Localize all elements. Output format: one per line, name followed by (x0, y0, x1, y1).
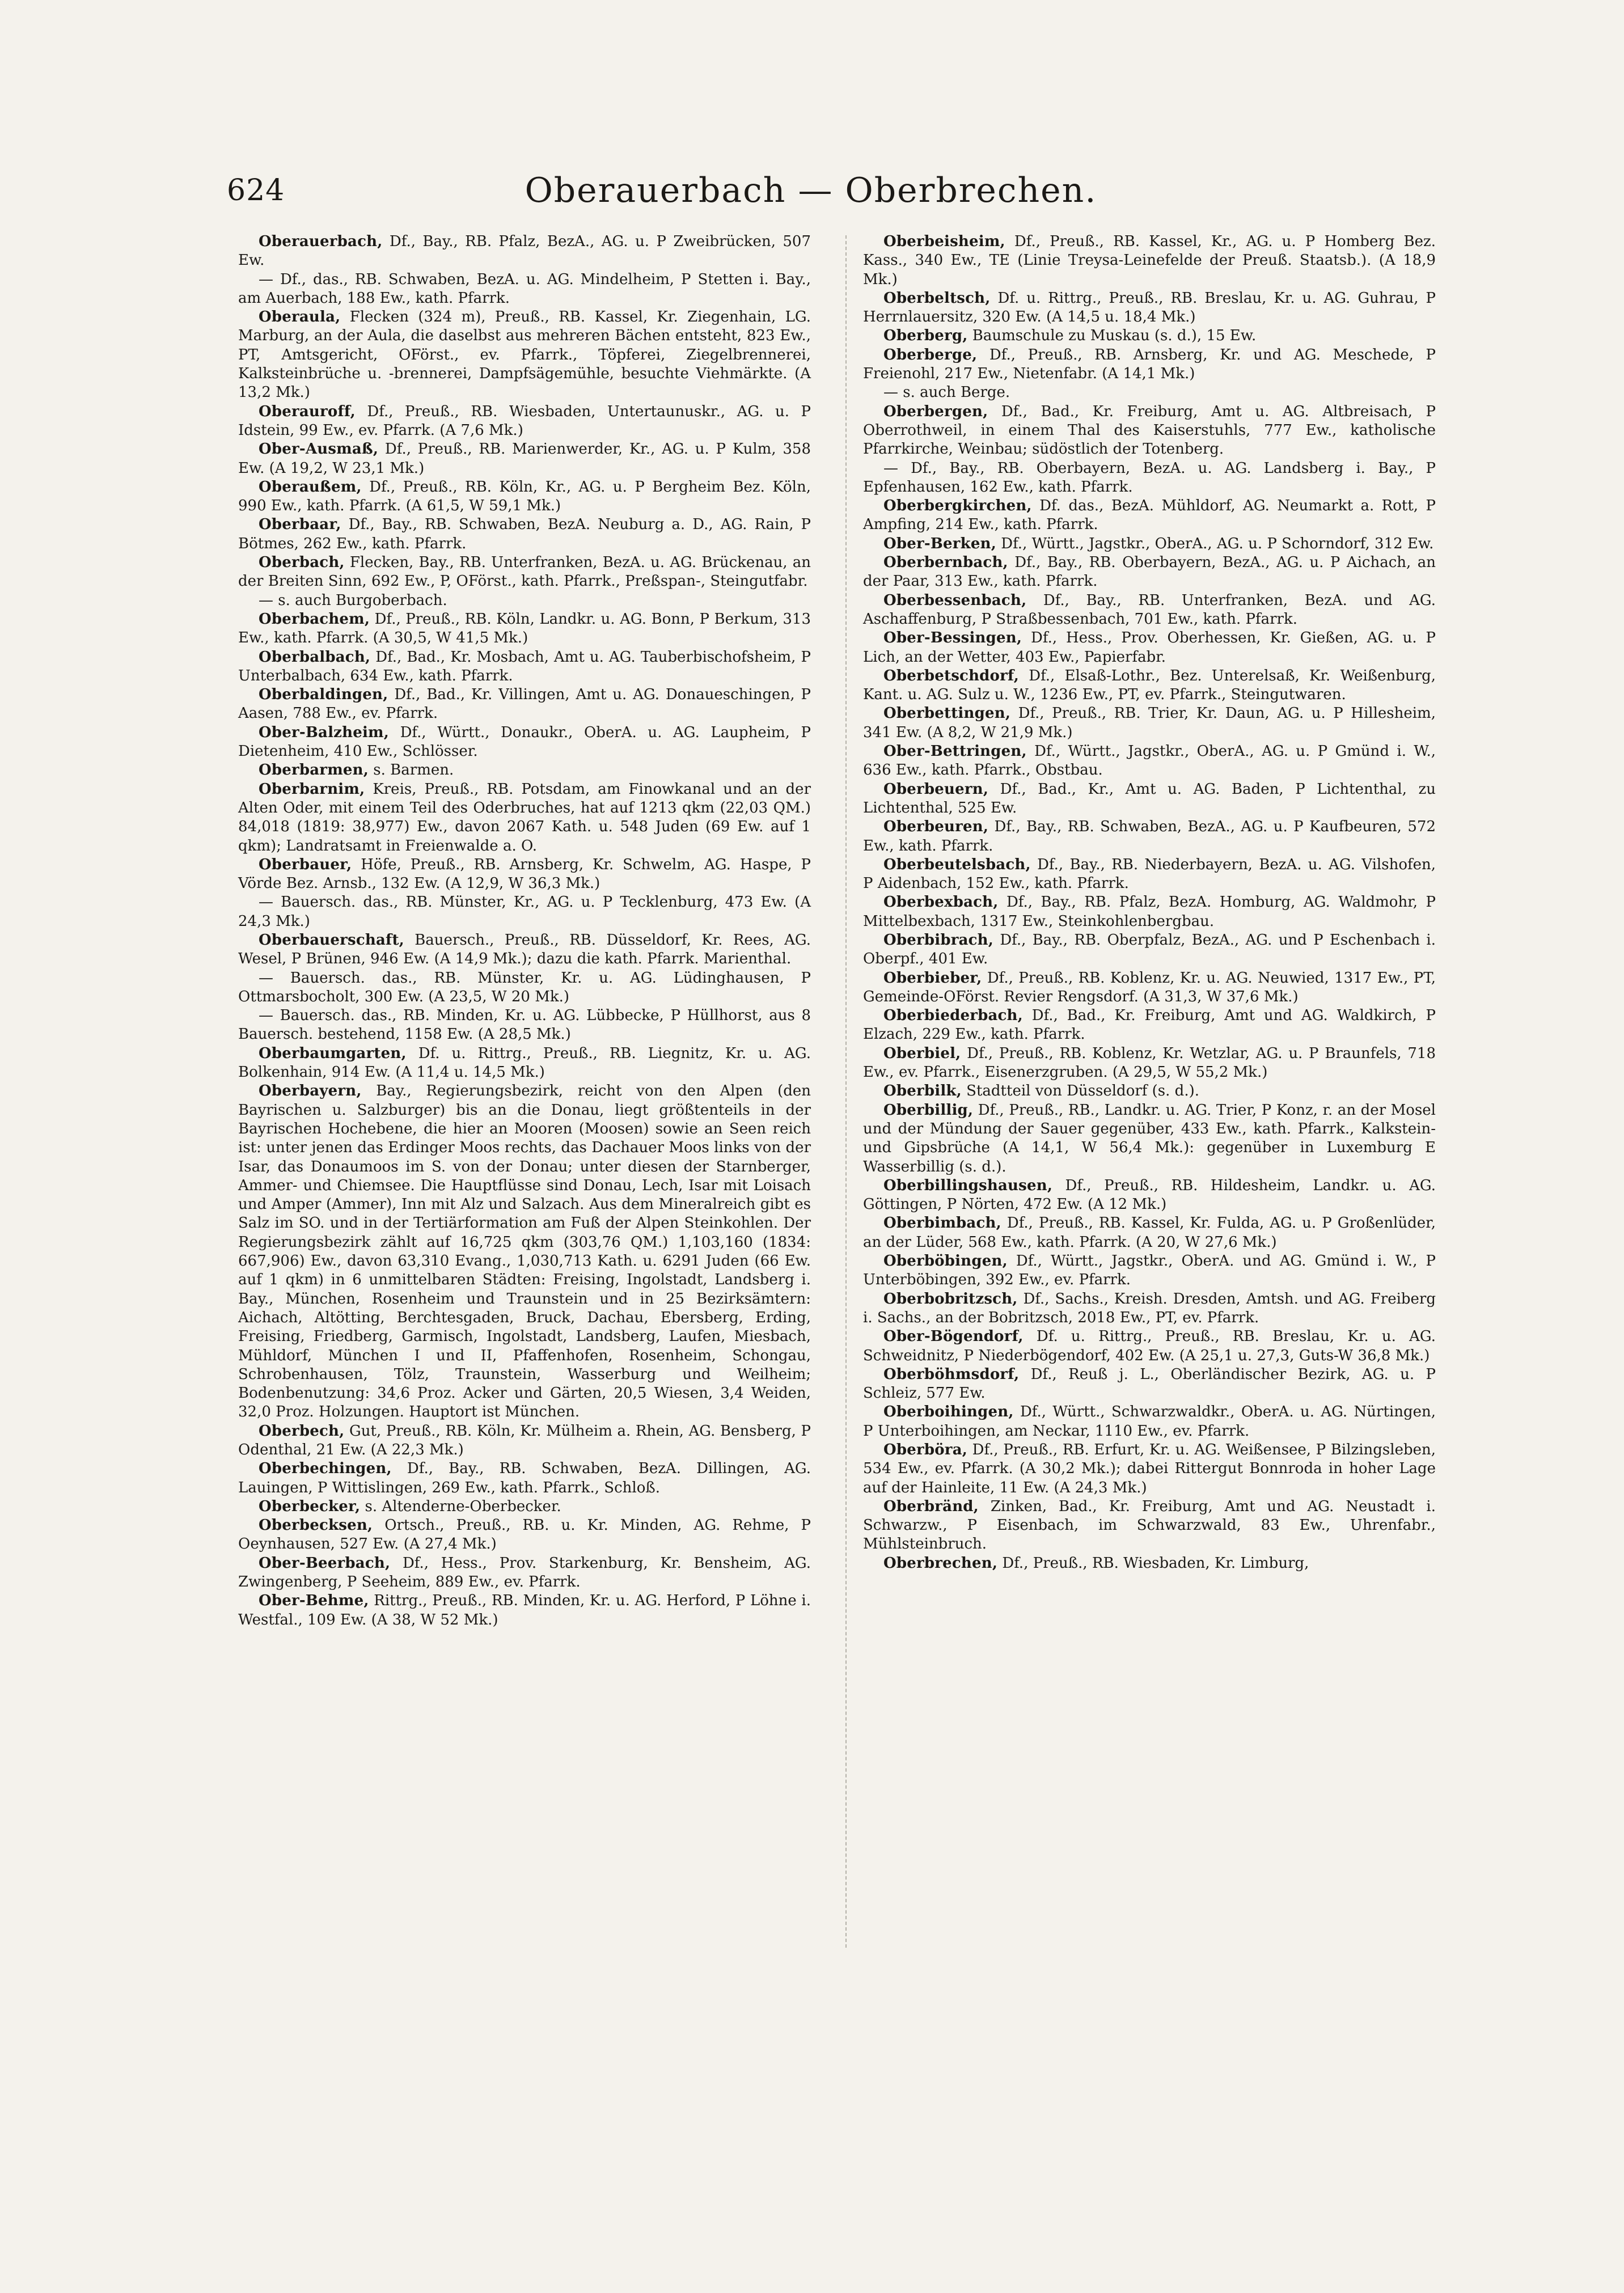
dictionary-entry (863, 327, 1436, 345)
entry-text: Df., Preuß., RB. Hildesheim, Landkr. u. AG. Göttingen, P Nörten, 472 Ew. (A 12 Mk.) (863, 1177, 1436, 1213)
entry-text: Df., Preuß., RB., Landkr. u. AG. Trier, P Konz, r. an der Mosel und der Mündung der Sauer gegenüber, 433 Ew., kath. Pfarrk., Kalkstein- und Gipsbrüche (A 14,1, W 56,4 Mk.): gegenüber in Luxemburg E Wasserbillig (s. d.). (863, 1101, 1436, 1175)
dictionary-entry (863, 667, 1436, 705)
entry-text: Df., Württ., Jagstkr., OberA., AG. u. P Schorndorf, 312 Ew. (996, 535, 1434, 552)
entry-text: Df., Preuß., RB. Trier, Kr. Daun, AG. u. P Hillesheim, 341 Ew. (A 8,2, W 21,9 Mk.) (863, 705, 1436, 741)
entry-headword: Oberbessenbach, (883, 591, 1027, 609)
dictionary-entry (238, 724, 811, 761)
entry-headword: Oberbetschdorf, (883, 667, 1020, 684)
dictionary-entry (863, 629, 1436, 667)
entry-headword: Ober-Bettringen, (883, 743, 1027, 760)
entry-headword: Oberbayern, (259, 1082, 362, 1100)
entry-headword: Ober-Bögendorf, (883, 1328, 1024, 1346)
dictionary-entry (238, 1044, 811, 1082)
entry-text: Df., Preuß., RB. Wiesbaden, Kr. Limburg, (997, 1554, 1309, 1572)
dictionary-entry (863, 969, 1436, 1007)
entry-headword: Oberbimbach, (883, 1215, 1001, 1232)
left-column (238, 232, 811, 1630)
right-column (863, 232, 1436, 1573)
entry-headword: Oberbarmen, (259, 761, 369, 779)
dictionary-entry (863, 232, 1436, 289)
entry-text: Df., Reuß j. L., Oberländischer Bezirk, AG. u. P Schleiz, 577 Ew. (863, 1365, 1436, 1402)
dictionary-entry (863, 497, 1436, 535)
entry-headword: Oberbergkirchen, (883, 497, 1032, 515)
dictionary-entry (238, 969, 811, 1007)
entry-text: Rittrg., Preuß., RB. Minden, Kr. u. AG. Herford, P Löhne i. Westfal., 109 Ew. (A 38, W 52 Mk.) (238, 1592, 811, 1628)
entry-text: Df., Bad., Kr., Amt u. AG. Baden, P Lichtenthal, zu Lichtenthal, 525 Ew. (863, 780, 1436, 816)
entry-headword: Oberbergen, (883, 403, 988, 420)
dictionary-entry (238, 780, 811, 856)
dictionary-entry (863, 1365, 1436, 1403)
entry-text: Df., Bay., RB. Oberbayern, BezA., AG. u. P Aichach, an der Paar, 313 Ew., kath. Pfarrk. (863, 554, 1436, 590)
entry-text: Df., Preuß., RB. Köln, Landkr. u. AG. Bonn, P Berkum, 313 Ew., kath. Pfarrk. (A 30,5, W 41,5 Mk.) (238, 610, 811, 647)
dictionary-entry (863, 553, 1436, 591)
entry-headword: Oberbettingen, (883, 705, 1011, 722)
dictionary-entry (238, 1459, 811, 1497)
dictionary-entry (238, 553, 811, 591)
entry-text: Df., Bay., RB. Schwaben, BezA. Neuburg a. D., AG. Rain, P Bötmes, 262 Ew., kath. Pfarrk. (238, 516, 811, 552)
dictionary-entry (863, 1403, 1436, 1441)
dictionary-entry (238, 686, 811, 724)
entry-headword: Oberbauerschaft, (259, 931, 404, 949)
entry-headword: Oberbeisheim, (883, 233, 1005, 250)
entry-text: — s. auch Burgoberbach. (259, 591, 447, 609)
entry-headword: Ober-Beerbach, (259, 1554, 391, 1572)
dictionary-entry (238, 648, 811, 686)
entry-headword: Oberauerbach, (259, 233, 383, 250)
entry-headword: Oberbaar, (259, 516, 341, 534)
entry-text: Df., Preuß., RB. Wiesbaden, Untertaunuskr., AG. u. P Idstein, 99 Ew., ev. Pfarrk. (A 7,6 Mk.) (238, 403, 811, 439)
dictionary-entry (863, 1101, 1436, 1177)
entry-text: s. Altenderne-Oberbecker. (360, 1497, 561, 1515)
dictionary-entry (863, 1082, 1436, 1101)
running-title: Oberauerbach — Oberbrechen. (525, 171, 1097, 210)
dictionary-entry (863, 1327, 1436, 1365)
dictionary-entry (863, 1554, 1436, 1573)
entry-headword: Oberbrechen, (883, 1554, 998, 1572)
dictionary-entry (238, 440, 811, 478)
entry-text: Df., Württ., Schwarzwaldkr., OberA. u. AG. Nürtingen, P Unterboihingen, am Neckar, 1110 Ew., ev. Pfarrk. (863, 1403, 1436, 1440)
entry-text: — Bauersch. das., RB. Münster, Kr. u. AG. Lüdinghausen, P Ottmarsbocholt, 300 Ew. (A 23,5, W 20 Mk.) (238, 969, 811, 1005)
entry-text: Df., Bay., RB. Unterfranken, BezA. und AG. Aschaffenburg, P Straßbessenbach, 701 Ew., kath. Pfarrk. (863, 591, 1436, 628)
entry-headword: Oberbach, (259, 554, 345, 572)
dictionary-entry (238, 610, 811, 648)
entry-headword: Oberbieber, (883, 969, 982, 987)
entry-headword: Oberberge, (883, 346, 978, 363)
entry-text: Df., Preuß., RB. Erfurt, Kr. u. AG. Weißensee, P Bilzingsleben, 534 Ew., ev. Pfarrk. (A 30,2 Mk.); dabei Rittergut Bonnroda in hoher Lage auf der Hainleite, 11 Ew. (A 24,3 Mk.) (863, 1441, 1436, 1496)
dictionary-entry (238, 478, 811, 516)
entry-text: Zinken, Bad., Kr. Freiburg, Amt und AG. Neustadt i. Schwarzw., P Eisenbach, im Schwarzwald, 83 Ew., Uhrenfabr., Mühlsteinbruch. (863, 1497, 1436, 1553)
entry-headword: Oberbiel, (883, 1044, 961, 1062)
entry-text: Df., Sachs., Kreish. Dresden, Amtsh. und AG. Freiberg i. Sachs., an der Bobritzsch, 2018 Ew., PT, ev. Pfarrk. (863, 1290, 1436, 1326)
dictionary-entry (238, 1516, 811, 1554)
entry-headword: Oberbernbach, (883, 554, 1008, 572)
dictionary-entry (238, 1082, 811, 1422)
entry-text: Stadtteil von Düsseldorf (s. d.). (961, 1082, 1199, 1100)
entry-text: Höfe, Preuß., RB. Arnsberg, Kr. Schwelm, AG. Haspe, P Vörde Bez. Arnsb., 132 Ew. (A 12,9, W 36,3 Mk.) (238, 856, 811, 892)
entry-text: Df., Preuß., RB. Koblenz, Kr. Wetzlar, AG. u. P Braunfels, 718 Ew., ev. Pfarrk., Eisenerzgruben. (A 29,5, W 55,2 Mk.) (863, 1044, 1436, 1081)
entry-headword: Ober-Balzheim, (259, 724, 390, 741)
entry-text: Df., Preuß., RB. Köln, Kr., AG. u. P Bergheim Bez. Köln, 990 Ew., kath. Pfarrk. (A 61,5, W 59,1 Mk.) (238, 478, 811, 515)
entry-text: Df., Preuß., RB. Koblenz, Kr. u. AG. Neuwied, 1317 Ew., PT, Gemeinde-OFörst. Revier Rengsdorf. (A 31,3, W 37,6 Mk.) (863, 969, 1436, 1005)
entry-headword: Oberbillig, (883, 1101, 974, 1119)
dictionary-entry (863, 818, 1436, 856)
dictionary-entry (863, 780, 1436, 818)
dictionary-entry (863, 1497, 1436, 1554)
entry-headword: Ober-Berken, (883, 535, 996, 552)
entry-text: Baumschule zu Muskau (s. d.), 15 Ew. (967, 327, 1257, 345)
entry-headword: Oberböra, (883, 1441, 967, 1458)
dictionary-entry (238, 893, 811, 931)
entry-text: Df., Elsaß-Lothr., Bez. Unterelsaß, Kr. Weißenburg, Kant. u. AG. Sulz u. W., 1236 Ew., PT, ev. Pfarrk., Steingutwaren. (863, 667, 1436, 704)
dictionary-entry (863, 403, 1436, 459)
dictionary-entry (238, 308, 811, 402)
entry-text: Df., Bad., Kr. Villingen, Amt u. AG. Donaueschingen, P Aasen, 788 Ew., ev. Pfarrk. (238, 686, 811, 722)
entry-headword: Oberboihingen, (883, 1403, 1014, 1421)
entry-headword: Oberbobritzsch, (883, 1290, 1018, 1308)
column-divider (845, 235, 847, 1948)
entry-text: Df., Preuß., RB. Marienwerder, Kr., AG. u. P Kulm, 358 Ew. (A 19,2, W 23,1 Mk.) (238, 441, 811, 477)
entry-headword: Oberböbingen, (883, 1253, 1008, 1270)
dictionary-entry (863, 1177, 1436, 1215)
entry-text: s. Barmen. (369, 761, 454, 779)
entry-text: Df., Bay., RB. Pfalz, BezA., AG. u. P Zweibrücken, 507 Ew. (238, 233, 811, 269)
dictionary-entry (863, 346, 1436, 384)
entry-text: — Bauersch. das., RB. Minden, Kr. u. AG. Lübbecke, P Hüllhorst, aus 8 Bauersch. bestehend, 1158 Ew. (A 28,5 Mk.) (238, 1007, 811, 1043)
entry-text: Ortsch., Preuß., RB. u. Kr. Minden, AG. Rehme, P Oeynhausen, 527 Ew. (A 27,4 Mk.) (238, 1517, 811, 1553)
entry-text: Df., Württ., Donaukr., OberA. u. AG. Laupheim, P Dietenheim, 410 Ew., Schlösser. (238, 724, 811, 760)
entry-headword: Oberbachem, (259, 610, 370, 628)
entry-text: Bay., Regierungsbezirk, reicht von den Alpen (den Bayrischen u. Salzburger) bis an die Donau, liegt größtenteils in der Bayrischen Hochebene, die hier an Mooren (Moosen) sowie an Seen reich ist: unter jenen das Erdinger Moos rechts, das Dachauer Moos links von der Isar, das Donaumoos im S. von der Donau; unter diesen der Starnberger, Ammer- und Chiemsee. Die Hauptflüsse sind Donau, Lech, Isar mit Loisach und Amper (Ammer), Inn mit Alz und Salzach. Aus dem Mineralreich gibt es Salz im SO. und in der Tertiärformation am Fuß der Alpen Steinkohlen. Der Regierungsbezirk zählt auf 16,725 qkm (303,76 QM.) 1,103,160 (1834: 667,906) Ew., davon 63,310 Evang., 1,030,713 Kath. u. 6291 Juden (66 Ew. auf 1 qkm) in 6 unmittelbaren Städten: Freising, Ingolstadt, Landsberg i. Bay., München, Rosenheim und Traunstein und in 25 Bezirksämtern: Aichach, Altötting, Berchtesgaden, Bruck, Dachau, Ebersberg, Erding, Freising, Friedberg, Garmisch, Ingolstadt, Landsberg, Laufen, Miesbach, Mühldorf, München I und II, Pfaffenhofen, Rosenheim, Schongau, Schrobenhausen, Tölz, Traunstein, Wasserburg und Weilheim; Bodenbenutzung: 34,6 Proz. Acker und Gärten, 20,5 Wiesen, 3,4 Weiden, 32,0 Proz. Holzungen. Hauptort ist München. (238, 1082, 811, 1421)
entry-text: Gut, Preuß., RB. Köln, Kr. Mülheim a. Rhein, AG. Bensberg, P Odenthal, 21 Ew. (A 22,3 Mk.) (238, 1422, 811, 1458)
entry-headword: Oberbecker, (259, 1497, 361, 1515)
entry-headword: Oberberg, (883, 327, 968, 345)
dictionary-entry (863, 535, 1436, 553)
entry-headword: Oberbeuern, (883, 780, 989, 798)
dictionary-entry (863, 893, 1436, 931)
entry-headword: Oberauroff, (259, 403, 356, 420)
entry-text: Df., Württ., Jagstkr., OberA., AG. u. P Gmünd i. W., 636 Ew., kath. Pfarrk., Obstbau. (863, 743, 1436, 779)
entry-headword: Ober-Behme, (259, 1592, 369, 1610)
entry-headword: Oberbaumgarten, (259, 1044, 407, 1062)
entry-text: Df., Hess., Prov. Oberhessen, Kr. Gießen, AG. u. P Lich, an der Wetter, 403 Ew., Papierfabr. (863, 629, 1436, 666)
dictionary-entry (238, 270, 811, 308)
entry-text: — Bauersch. das., RB. Münster, Kr., AG. u. P Tecklenburg, 473 Ew. (A 24,3 Mk.) (238, 894, 811, 930)
entry-text: — Df., das., RB. Schwaben, BezA. u. AG. Mindelheim, P Stetten i. Bay., am Auerbach, 188 Ew., kath. Pfarrk. (238, 270, 811, 307)
entry-text: Df. u. Rittrg., Preuß., RB. Breslau, Kr. u. AG. Schweidnitz, P Niederbögendorf, 402 Ew. (A 25,1 u. 27,3, Guts-W 36,8 Mk.) (863, 1328, 1436, 1364)
dictionary-entry (863, 1290, 1436, 1328)
entry-headword: Oberbalbach, (259, 648, 371, 666)
entry-text: Df., Preuß., RB. Kassel, Kr. Fulda, AG. u. P Großenlüder, an der Lüder, 568 Ew., kath. Pfarrk. (A 20, W 27,6 Mk.) (863, 1215, 1436, 1251)
dictionary-entry (863, 931, 1436, 969)
entry-text: Df., Bad., Kr. Mosbach, Amt u. AG. Tauberbischofsheim, P Unterbalbach, 634 Ew., kath. Pfarrk. (238, 648, 811, 684)
entry-text: Df., Bay., RB. Oberpfalz, BezA., AG. und P Eschenbach i. Oberpf., 401 Ew. (863, 931, 1436, 968)
entry-headword: Oberbech, (259, 1422, 345, 1440)
entry-text: Df. u. Rittrg., Preuß., RB. Liegnitz, Kr. u. AG. Bolkenhain, 914 Ew. (A 11,4 u. 14,5 Mk.) (238, 1044, 811, 1081)
entry-headword: Oberbeutelsbach, (883, 856, 1031, 873)
entry-headword: Oberbeltsch, (883, 289, 991, 307)
dictionary-entry (238, 591, 811, 610)
entry-text: Df., Württ., Jagstkr., OberA. und AG. Gmünd i. W., P Unterböbingen, 392 Ew., ev. Pfarrk. (863, 1253, 1436, 1289)
entry-text: Df., Bay., RB. Pfalz, BezA. Homburg, AG. Waldmohr, P Mittelbexbach, 1317 Ew., Steinkohlenbergbau. (863, 894, 1436, 930)
entry-text: Flecken, Bay., RB. Unterfranken, BezA. u. AG. Brückenau, an der Breiten Sinn, 692 Ew., P, OFörst., kath. Pfarrk., Preßspan-, Steingutfabr. (238, 554, 811, 590)
entry-headword: Oberaula, (259, 308, 341, 326)
entry-text: Df., Bay., RB. Niederbayern, BezA. u. AG. Vilshofen, P Aidenbach, 152 Ew., kath. Pfarrk. (863, 856, 1436, 892)
entry-headword: Oberbauer, (259, 856, 352, 873)
entry-headword: Oberbarnim, (259, 780, 365, 798)
dictionary-entry (863, 459, 1436, 497)
page-number: 624 (227, 174, 285, 208)
entry-headword: Ober-Ausmaß, (259, 441, 379, 458)
dictionary-entry (863, 383, 1436, 402)
entry-headword: Oberbibrach, (883, 931, 994, 949)
entry-text: — Df., Bay., RB. Oberbayern, BezA. u. AG. Landsberg i. Bay., P Epfenhausen, 162 Ew., kath. Pfarrk. (863, 459, 1436, 496)
dictionary-entry (238, 856, 811, 894)
dictionary-entry (863, 704, 1436, 742)
dictionary-entry (863, 1441, 1436, 1497)
entry-headword: Ober-Bessingen, (883, 629, 1022, 647)
entry-headword: Oberbechingen, (259, 1460, 392, 1478)
entry-text: Kreis, Preuß., RB. Potsdam, am Finowkanal und an der Alten Oder, mit einem Teil des Oderbruches, hat auf 1213 qkm (22,03 QM.) 84,018 (1819: 38,977) Ew., davon 2067 Kath. u. 548 Juden (69 Ew. auf 1 qkm); Landratsamt in Freienwalde a. O. (238, 780, 811, 854)
entry-text: Df. u. Rittrg., Preuß., RB. Breslau, Kr. u. AG. Guhrau, P Herrnlauersitz, 320 Ew. (A 14,5 u. 18,4 Mk.) (863, 289, 1436, 326)
entry-headword: Oberbränd, (883, 1497, 979, 1515)
dictionary-entry (863, 1252, 1436, 1290)
dictionary-entry (238, 761, 811, 780)
entry-headword: Oberbaldingen, (259, 686, 388, 704)
entry-headword: Oberbeuren, (883, 818, 989, 836)
entry-headword: Oberaußem, (259, 478, 362, 496)
dictionary-entry (863, 742, 1436, 780)
entry-headword: Oberbilk, (883, 1082, 962, 1100)
entry-headword: Oberbecksen, (259, 1517, 373, 1534)
entry-headword: Oberbexbach, (883, 894, 999, 911)
dictionary-entry (238, 1422, 811, 1460)
entry-headword: Oberbiederbach, (883, 1007, 1023, 1025)
entry-text: Df., Bad., Kr. Freiburg, Amt und AG. Waldkirch, P Elzach, 229 Ew., kath. Pfarrk. (863, 1007, 1436, 1043)
entry-headword: Oberbillingshausen, (883, 1177, 1053, 1194)
dictionary-entry (863, 1006, 1436, 1044)
entry-headword: Oberböhmsdorf, (883, 1365, 1020, 1383)
dictionary-entry (863, 1044, 1436, 1082)
entry-text: Df., Bay., RB. Schwaben, BezA., AG. u. P Kaufbeuren, 572 Ew., kath. Pfarrk. (863, 818, 1436, 854)
entry-text: Df. das., BezA. Mühldorf, AG. Neumarkt a. Rott, P Ampfing, 214 Ew., kath. Pfarrk. (863, 497, 1436, 534)
dictionary-entry (238, 1497, 811, 1516)
dictionary-entry (863, 289, 1436, 327)
dictionary-entry (863, 856, 1436, 894)
dictionary-entry (238, 1554, 811, 1592)
page-header (227, 168, 1395, 213)
dictionary-entry (238, 1592, 811, 1630)
entry-text: Df., Bad., Kr. Freiburg, Amt u. AG. Altbreisach, P Oberrothweil, in einem Thal des Kaiserstuhls, 777 Ew., katholische Pfarrkirche, Weinbau; südöstlich der Totenberg. (863, 403, 1436, 458)
entry-text: Flecken (324 m), Preuß., RB. Kassel, Kr. Ziegenhain, LG. Marburg, an der Aula, die daselbst aus mehreren Bächen entsteht, 823 Ew., PT, Amtsgericht, OFörst., ev. Pfarrk., Töpferei, Ziegelbrennerei, Kalksteinbrüche u. -brennerei, Dampfsägemühle, besuchte Viehmärkte. (A 13,2 Mk.) (238, 308, 811, 401)
entry-text: Df., Hess., Prov. Starkenburg, Kr. Bensheim, AG. Zwingenberg, P Seeheim, 889 Ew., ev. Pfarrk. (238, 1554, 811, 1591)
dictionary-entry (238, 403, 811, 441)
dictionary-entry (863, 591, 1436, 629)
dictionary-entry (238, 232, 811, 270)
entry-text: Df., Preuß., RB. Kassel, Kr., AG. u. P Homberg Bez. Kass., 340 Ew., TE (Linie Treysa-Leinefelde der Preuß. Staatsb.). (A 18,9 Mk.) (863, 233, 1436, 288)
entry-text: — s. auch Berge. (883, 384, 1010, 401)
dictionary-entry (238, 931, 811, 969)
entry-text: Df., Preuß., RB. Arnsberg, Kr. und AG. Meschede, P Freienohl, 217 Ew., Nietenfabr. (A 14,1 Mk.) (863, 346, 1436, 383)
entry-text: Df., Bay., RB. Schwaben, BezA. Dillingen, AG. Lauingen, P Wittislingen, 269 Ew., kath. Pfarrk., Schloß. (238, 1460, 811, 1496)
entry-text: Bauersch., Preuß., RB. Düsseldorf, Kr. Rees, AG. Wesel, P Brünen, 946 Ew. (A 14,9 Mk.); dazu die kath. Pfarrk. Marienthal. (238, 931, 811, 968)
dictionary-entry (238, 515, 811, 553)
dictionary-entry (238, 1006, 811, 1044)
dictionary-entry (863, 1214, 1436, 1252)
